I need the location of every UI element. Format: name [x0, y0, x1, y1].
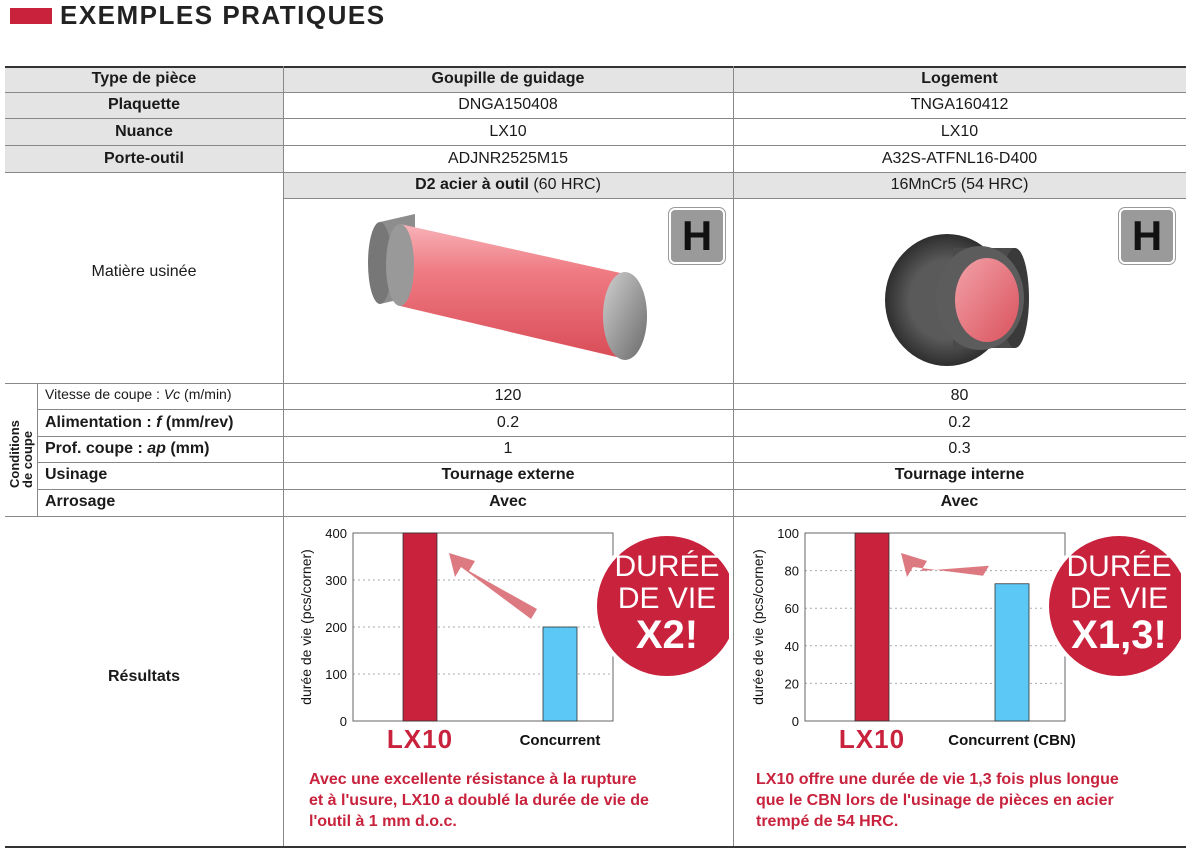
badge-text: DURÉE [1066, 550, 1172, 583]
row-label-matiere: Matière usinée [91, 263, 197, 280]
row-label-plaquette: Plaquette [107, 96, 180, 113]
porte-outil-col2: A32S-ATFNL16-D400 [881, 150, 1038, 167]
y-tick-label: 0 [791, 714, 799, 729]
y-tick-label: 100 [325, 667, 347, 682]
y-tick-label: 300 [325, 573, 347, 588]
plaquette-col2: TNGA160412 [910, 96, 1009, 113]
arrosage-col2: Avec [940, 493, 979, 510]
y-axis-label: durée de vie (pcs/corner) [750, 549, 766, 705]
cond-label-depth: Prof. coupe : ap (mm) [45, 440, 210, 457]
category-label-competitor: Concurrent (CBN) [948, 732, 1076, 749]
chart-guide-pin [289, 521, 729, 756]
hardness-badge-1: H [669, 208, 725, 264]
material-col2: 16MnCr5 (54 HRC) [890, 176, 1029, 193]
category-label-competitor: Concurrent [519, 732, 601, 749]
badge-text: DE VIE [617, 582, 717, 615]
rule [5, 66, 1186, 68]
cond-label-vc: Vitesse de coupe : Vc (m/min) [45, 386, 232, 402]
y-tick-label: 40 [784, 638, 799, 654]
cond-label-usinage: Usinage [45, 466, 108, 483]
y-tick-label: 200 [325, 620, 347, 635]
row-label-type: Type de pièce [91, 70, 197, 87]
usinage-col2: Tournage interne [894, 466, 1025, 483]
type-col1: Goupille de guidage [431, 70, 585, 87]
badge-text: DURÉE [614, 550, 720, 583]
category-label-lx10: LX10 [386, 724, 454, 754]
housing-image [875, 208, 1045, 373]
cond-label-feed: Alimentation : f (mm/rev) [45, 414, 234, 431]
page-title: EXEMPLES PRATIQUES [60, 0, 386, 30]
usinage-col1: Tournage externe [441, 466, 575, 483]
badge-text: X1,3! [1071, 613, 1167, 657]
header-accent-bar [10, 8, 52, 24]
nuance-col1: LX10 [489, 123, 527, 140]
row-label-porte-outil: Porte-outil [104, 150, 184, 167]
result-text-col2: LX10 offre une durée de vie 1,3 fois plus longue que le CBN lors de l'usinage de pièces en acier trempé de 54 HRC. [756, 771, 1119, 830]
bar-lx10 [403, 533, 437, 721]
depth-col1: 1 [503, 440, 513, 457]
bar-competitor [995, 584, 1029, 721]
vc-col2: 80 [950, 387, 969, 404]
feed-col2: 0.2 [948, 414, 971, 431]
bar-lx10 [855, 533, 889, 721]
y-axis-label: durée de vie (pcs/corner) [298, 549, 314, 705]
y-tick-label: 0 [339, 714, 347, 729]
cond-label-arrosage: Arrosage [45, 493, 116, 510]
bar-competitor [543, 627, 577, 721]
feed-col1: 0.2 [496, 414, 520, 431]
row-label-resultats: Résultats [107, 668, 181, 685]
increase-arrow [449, 553, 537, 619]
material-col1: D2 acier à outil (60 HRC) [415, 176, 601, 193]
y-tick-label: 80 [784, 563, 799, 579]
depth-col2: 0.3 [948, 440, 971, 457]
hardness-badge-2: H [1119, 208, 1175, 264]
guide-pin-image [355, 204, 655, 364]
y-tick-label: 20 [784, 676, 799, 692]
badge-text: DE VIE [1069, 582, 1169, 615]
vc-col1: 120 [494, 387, 522, 404]
badge-text: X2! [635, 613, 699, 657]
type-col2: Logement [921, 70, 998, 87]
y-tick-label: 100 [777, 526, 799, 541]
examples-table [5, 66, 1186, 848]
nuance-col2: LX10 [940, 123, 979, 140]
increase-arrow [901, 553, 989, 577]
y-tick-label: 400 [325, 526, 347, 541]
row-label-nuance: Nuance [115, 123, 173, 140]
arrosage-col1: Avec [489, 493, 527, 510]
y-tick-label: 60 [784, 601, 799, 617]
result-text-col1: Avec une excellente résistance à la rupture et à l'usure, LX10 a doublé la durée de vie de l'outil à 1 mm d.o.c. [309, 771, 649, 830]
porte-outil-col1: ADJNR2525M15 [447, 150, 569, 167]
category-label-lx10: LX10 [838, 724, 906, 754]
plaquette-col1: DNGA150408 [458, 96, 558, 113]
conditions-group-label: Conditions de coupe [7, 420, 35, 488]
chart-housing [741, 521, 1181, 756]
